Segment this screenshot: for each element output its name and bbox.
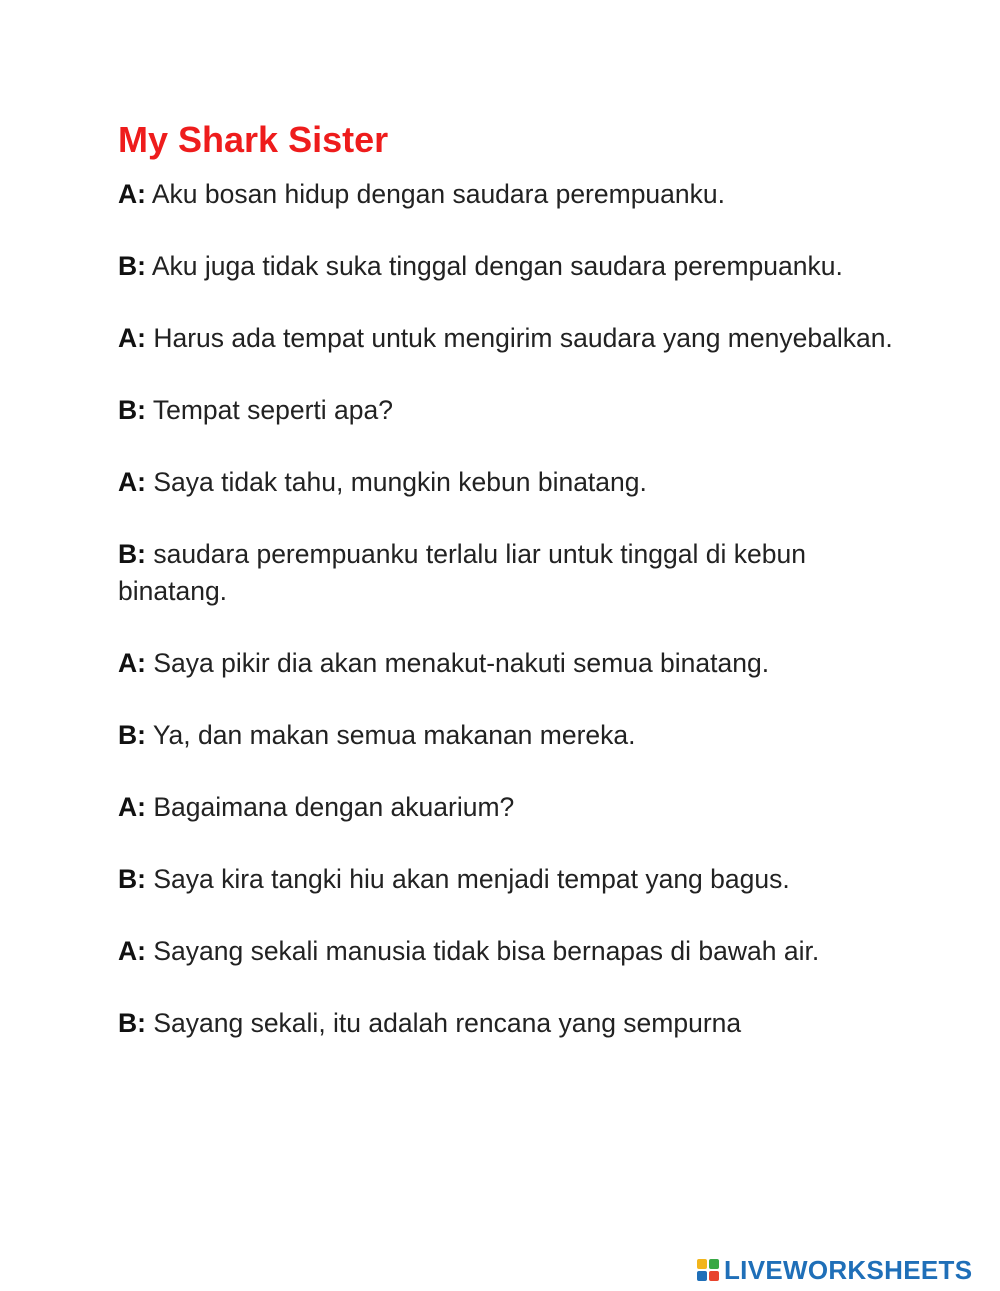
dialogue — [118, 176, 908, 1042]
line-text: Saya tidak tahu, mungkin kebun binatang. — [145, 467, 647, 497]
dialogue-line — [118, 392, 908, 429]
logo-block — [697, 1259, 707, 1269]
line-text: Aku bosan hidup dengan saudara perempuanku. — [145, 179, 725, 209]
speaker-label: B: — [118, 720, 146, 750]
logo-blocks-icon — [697, 1259, 719, 1281]
dialogue-line — [118, 645, 908, 682]
dialogue-line — [118, 789, 908, 826]
worksheet-page — [118, 118, 908, 1077]
dialogue-line — [118, 861, 908, 898]
dialogue-line — [118, 717, 908, 754]
dialogue-line — [118, 1005, 908, 1042]
dialogue-line — [118, 464, 908, 501]
line-text: Sayang sekali, itu adalah rencana yang sempurna — [145, 1008, 742, 1038]
page-title: My Shark Sister — [118, 119, 389, 160]
speaker-label: A: — [118, 648, 146, 678]
speaker-label: B: — [118, 539, 146, 569]
line-text: Aku juga tidak suka tinggal dengan saudara perempuanku. — [145, 251, 843, 281]
line-text: Sayang sekali manusia tidak bisa bernapas di bawah air. — [145, 936, 820, 966]
speaker-label: B: — [118, 395, 146, 425]
speaker-label: B: — [118, 251, 146, 281]
dialogue-line — [118, 536, 908, 610]
logo-text: LIVEWORKSHEETS — [724, 1254, 973, 1285]
speaker-label: A: — [118, 792, 146, 822]
liveworksheets-logo — [697, 1256, 972, 1284]
dialogue-line — [118, 933, 908, 970]
speaker-label: B: — [118, 864, 146, 894]
dialogue-line — [118, 176, 908, 213]
line-text: Harus ada tempat untuk mengirim saudara yang menyebalkan. — [145, 323, 893, 353]
line-text: Saya pikir dia akan menakut-nakuti semua binatang. — [145, 648, 770, 678]
speaker-label: A: — [118, 467, 146, 497]
speaker-label: A: — [118, 936, 146, 966]
speaker-label: B: — [118, 1008, 146, 1038]
line-text: Bagaimana dengan akuarium? — [145, 792, 515, 822]
logo-block — [697, 1271, 707, 1281]
line-text: Saya kira tangki hiu akan menjadi tempat yang bagus. — [145, 864, 790, 894]
speaker-label: A: — [118, 323, 146, 353]
speaker-label: A: — [118, 179, 146, 209]
line-text: saudara perempuanku terlalu liar untuk tinggal di kebun binatang. — [118, 539, 806, 606]
line-text: Tempat seperti apa? — [145, 395, 393, 425]
logo-block — [709, 1259, 719, 1269]
line-text: Ya, dan makan semua makanan mereka. — [145, 720, 636, 750]
dialogue-line — [118, 248, 908, 285]
logo-block — [709, 1271, 719, 1281]
dialogue-line — [118, 320, 908, 357]
